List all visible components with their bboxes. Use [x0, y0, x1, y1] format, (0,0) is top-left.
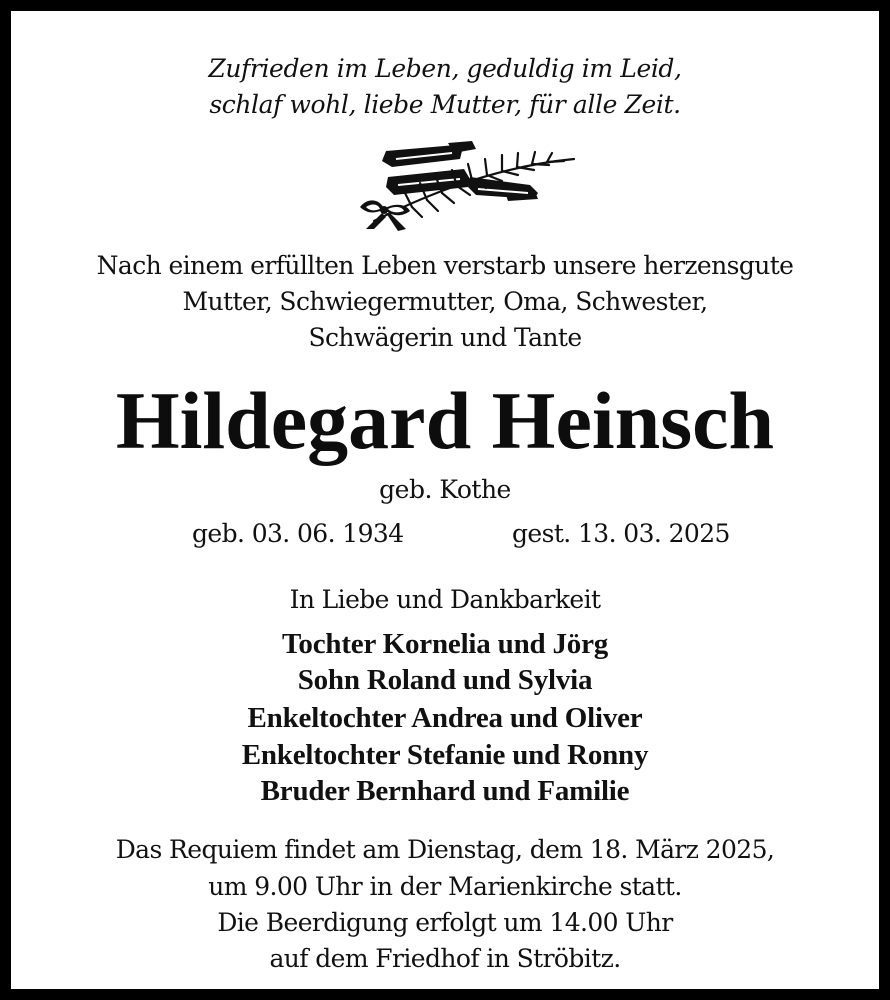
- mourner-name: Enkeltochter Stefanie und Ronny: [241, 739, 649, 771]
- deceased-name: Hildegard Heinsch: [115, 375, 775, 466]
- intro-line-1: Nach einem erfüllten Leben verstarb unsere herzensgute: [96, 251, 794, 280]
- motto-line-1: Zufrieden im Leben, geduldig im Leid,: [208, 54, 682, 83]
- service-line-3: Die Beerdigung erfolgt um 14.00 Uhr: [217, 908, 673, 937]
- intro-line-2: Mutter, Schwiegermutter, Oma, Schwester,: [182, 287, 708, 316]
- mourners-intro: In Liebe und Dankbarkeit: [289, 585, 601, 614]
- mourner-name: Enkeltochter Andrea und Oliver: [247, 702, 643, 734]
- mourner-name: Tochter Kornelia und Jörg: [281, 628, 609, 660]
- intro-line-3: Schwägerin und Tante: [308, 323, 582, 352]
- service-line-4: auf dem Friedhof in Ströbitz.: [269, 944, 621, 973]
- service-line-2: um 9.00 Uhr in der Marienkirche statt.: [208, 872, 682, 901]
- cross-with-palm-branch-icon: [352, 137, 578, 233]
- service-line-1: Das Requiem findet am Dienstag, dem 18. März 2025,: [115, 835, 775, 864]
- mourner-name: Sohn Roland und Sylvia: [297, 664, 593, 696]
- birth-date: geb. 03. 06. 1934: [192, 519, 404, 548]
- mourner-name: Bruder Bernhard und Familie: [260, 775, 630, 807]
- death-date: gest. 13. 03. 2025: [512, 519, 730, 548]
- motto-line-2: schlaf wohl, liebe Mutter, für alle Zeit.: [209, 90, 681, 119]
- maiden-name: geb. Kothe: [379, 475, 511, 504]
